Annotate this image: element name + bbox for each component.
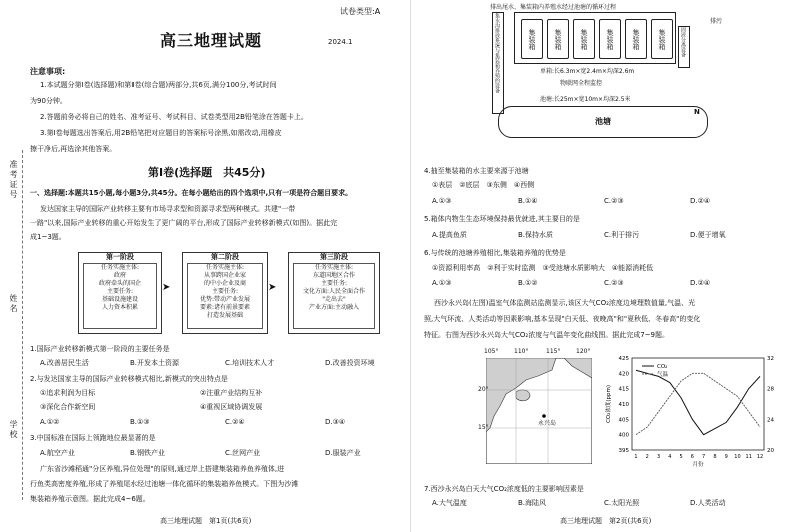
passage-line: 集装箱养殖示意图。据此完成4~6题。 [30,495,150,503]
stage-line: 从事跨国企业家 [203,272,246,279]
q3-opt-d[interactable]: D.服装产业 [325,449,361,457]
stage-line: 产业方面:主动融入 [308,304,360,311]
stage-line: 任务实施主体: [100,264,140,271]
q7-opt-c[interactable]: C.太阳光照 [604,499,640,507]
co2-chart [604,348,790,468]
x-tick-label: 5 [679,454,683,460]
stage-2-head: 第二阶段 [211,253,239,261]
part-title: 第Ⅰ卷(选择题 共45分) [148,166,266,179]
x-tick-label: 12 [756,454,764,460]
series-temp [636,373,760,434]
stage-1-head: 第一阶段 [106,253,134,261]
paper-type: 试卷类型:A [340,7,381,16]
stage-2 [182,252,268,334]
island-label: 永兴岛 [538,420,557,427]
question-5: 5.箱体内物生生态环境保持最优就进,其主要目的是 [424,215,580,223]
stage-line: 政府 [113,272,126,279]
tank-6: 集装箱 [651,19,673,59]
tank-5: 集装箱 [625,19,647,59]
side-label-id: 准考证号 [9,160,18,200]
q7-opt-d[interactable]: D.人类活动 [690,499,726,507]
note-line: 擦干净后,再选涂其他答案。 [30,145,117,153]
question-4: 4.抽至集装箱的水主要来源于池塘 [424,167,529,175]
x-tick-label: 9 [724,454,728,460]
q2-item: ④重视区域协调发展 [200,403,263,411]
question-7: 7.西沙永兴岛白天大气CO₂浓度低的主要影响因素是 [424,485,584,493]
stage-line: 基础设施建设 [101,296,138,303]
q2-item: ②注重产业结构互补 [200,389,263,397]
passage-line: 行鱼类高密度养殖,形成了养殖尾水经过池塘一体化循环的集装箱养鱼模式。下图为沙滩 [30,480,299,488]
stages-figure [58,252,396,334]
q5-opt-b[interactable]: B.保持水质 [518,231,554,239]
right-pipe [678,26,690,68]
q4-opt-a[interactable]: A.①③ [432,197,452,205]
tank-spec: 单箱:长6.3m×宽2.4m×均深2.6m [540,68,635,75]
y2-tick-label: 28 [767,386,774,393]
q2-opt-b[interactable]: B.①③ [130,418,150,426]
stage-3 [288,252,380,334]
legend-temp-label: 气温 [657,372,669,378]
note-line: 为90分钟。 [30,97,67,105]
question-6: 6.与传统的池塘养殖相比,集装箱养殖的优势是 [424,249,566,257]
tank-2: 集装箱 [547,19,569,59]
stage-line: 东道国地区合作 [312,272,355,279]
x-axis-label: 月份 [692,462,704,468]
x-tick-label: 8 [713,454,717,460]
note-line: 3.第Ⅰ卷每题选出答案后,用2B铅笔把对应题目的答案标号涂黑,如需改动,用橡皮 [40,129,282,137]
exam-date: 2024.1 [328,38,353,46]
aquaculture-diagram [480,2,790,150]
page-footer-right: 高三地理试题 第2页(共6页) [560,517,652,525]
lon-tick: 105° [484,348,499,355]
chart-svg [604,348,790,468]
q2-opt-a[interactable]: A.①② [40,418,60,426]
note-line: 2.答题前务必将自己的姓名、准考证号、考试科目、试卷类型用2B铅笔涂在答题卡上。 [40,113,308,121]
q7-opt-a[interactable]: A.大气温度 [432,499,467,507]
diagram-top-label: 排出尾水、集装箱内养殖水经过池塘的循环过程 [490,4,617,11]
south-china-sea-map [478,348,598,468]
right-pipe-label: 固液分离设备 [680,27,686,57]
q6-opt-b[interactable]: B.①② [518,279,538,287]
lon-tick: 110° [514,348,529,355]
lat-tick: 15° [478,424,489,431]
passage-line: 广东省沙滩稻通"分区养殖,异位处理"的原则,通过岸上搭建集装箱养鱼养殖体,进 [40,465,285,473]
q4-items: ①表层 ②底层 ③东侧 ④西侧 [432,181,535,189]
stage-line: "走出去" [322,296,346,303]
q3-opt-b[interactable]: B.钢铁产业 [130,449,166,457]
y-tick-label: 415 [618,386,629,393]
y2-tick-label: 20 [767,448,774,454]
q5-opt-d[interactable]: D.便于增氧 [690,231,726,239]
page-footer-left: 高三地理试题 第1页(共6页) [160,517,252,525]
passage-line: 照,大气环流、人类活动等因素影响,基本呈现"白天低、夜晚高"和"夏秋低、冬春高"的变化 [424,315,701,323]
question-2: 2.与发达国家主导的国际产业转移模式相比,新模式的突出特点是 [30,375,228,383]
question-3: 3.中国标准在国际上领跑地位最显著的是 [30,434,156,442]
left-pipe [492,12,504,114]
page-title: 高三地理试题 [160,31,263,50]
section-intro: 一、选择题:本题共15小题,每小题3分,共45分。在每小题给出的四个选项中,只有一项是符合题目要求。 [30,189,353,197]
stage-line: 的中小企业及商 [203,280,246,287]
x-tick-label: 4 [668,454,672,460]
stage-line: 要素:诸有前景要素 [199,304,251,311]
y-tick-label: 395 [618,448,629,454]
lon-tick: 115° [546,348,561,355]
side-label-school: 学校 [9,420,18,440]
passage-line: 特征。右图为西沙永兴岛大气CO₂浓度与气温年变化曲线图。据此完成7~9题。 [424,331,669,339]
stage-line: 主要任务: [106,288,134,295]
y2-tick-label: 32 [767,356,774,362]
stage-line: 主要任务: [320,280,348,287]
x-tick-label: 2 [645,454,649,460]
stage-3-head: 第三阶段 [320,253,348,261]
pond-label: 池塘 [595,117,611,126]
arrow-icon: ➤ [268,282,277,293]
map-frame [486,358,592,464]
q4-opt-d[interactable]: D.②④ [690,197,711,205]
stage-line: 文化方面:人民全面合作 [302,288,366,295]
lon-tick: 120° [576,348,591,355]
y-axis-label: CO₂浓度(ppm) [606,384,612,424]
x-tick-label: 10 [734,454,741,460]
side-label-name: 姓名 [9,294,18,314]
q2-item: ③深化合作新空间 [40,403,96,411]
y-tick-label: 420 [618,371,629,378]
binding-line [22,150,23,500]
legend-co2-label: CO₂ [657,364,668,370]
tank-1: 集装箱 [521,19,543,59]
stage-line: 政府牵头的国企 [98,280,141,287]
x-tick-label: 7 [702,454,706,460]
q5-opt-c[interactable]: C.利于排污 [604,231,640,239]
note-line: 1.本试题分第Ⅰ卷(选择题)和第Ⅱ卷(综合题)两部分,共6页,满分100分,考试时间 [40,81,277,89]
q1-opt-a[interactable]: A.改善居民生活 [40,359,89,367]
q2-opt-d[interactable]: D.③④ [325,418,346,426]
q2-opt-c[interactable]: C.②④ [225,418,245,426]
q5-opt-a[interactable]: A.提高鱼质 [432,231,467,239]
q1-opt-c[interactable]: C.培训技术人才 [225,359,275,367]
q6-items: ①资源利用率高 ②利于实时监测 ③受池塘水质影响大 ④能源消耗低 [432,264,654,272]
tank-3: 集装箱 [573,19,595,59]
tank-row [514,12,676,64]
page-divider [410,0,411,532]
x-tick-label: 6 [690,454,694,460]
x-tick-label: 11 [745,454,752,460]
monitor-label: 物联网全程监控 [560,80,603,87]
pond-spec: 池塘:长25m×宽10m×均深2.5米 [540,96,631,103]
stage-line: 人力资本积累 [101,304,138,311]
stage-line: 优势:带动产业发展 [199,296,251,303]
question-1: 1.国际产业转移新模式第一阶段的主要任务是 [30,345,170,353]
x-tick-label: 3 [656,454,661,460]
q6-opt-a[interactable]: A.①③ [432,279,452,287]
x-tick-label: 1 [634,454,638,460]
q4-opt-c[interactable]: C.②③ [604,197,624,205]
q6-opt-d[interactable]: D.②④ [690,279,711,287]
q2-item: ①追求利润为目标 [40,389,96,397]
stage-line: 任务实施主体: [205,264,245,271]
q6-opt-c[interactable]: C.②③ [604,279,624,287]
north-arrow-icon: N [694,108,700,116]
notes-heading: 注意事项: [30,67,66,76]
y-tick-label: 410 [618,402,629,408]
y2-tick-label: 24 [767,417,774,424]
chart-frame [632,358,764,450]
stage-1 [78,252,162,334]
y-tick-label: 400 [618,432,629,439]
lat-tick: 20° [478,386,489,393]
y-tick-label: 425 [618,356,629,362]
passage-line: 西沙永兴岛(左图)温室气体监测站监测显示,该区大气CO₂浓度边境理数值量,气温、光 [434,299,696,307]
q3-opt-c[interactable]: C.丝网产业 [225,449,261,457]
stage-line: 打造发展基础 [206,312,243,319]
q1-opt-b[interactable]: B.开发本土资源 [130,359,180,367]
q1-opt-d[interactable]: D.改善投资环境 [325,359,375,367]
q7-opt-b[interactable]: B.海陆风 [518,499,547,507]
q3-opt-a[interactable]: A.航空产业 [40,449,75,457]
left-pipe-label: 集水沟排放系统与集装箱养殖的设备 [494,13,500,93]
passage-line: 发达国家主导的国际产业转移主要有市场寻求型和资源寻求型两种模式。共建"一带 [40,205,296,213]
tank-4: 集装箱 [599,19,621,59]
pond [498,106,708,138]
q4-opt-b[interactable]: B.①④ [518,197,538,205]
passage-line: 一路"以来,国际产业转移的重心开始发生了更广阔的平台,形成了国际产业转移新模式(如图)。据此完 [30,219,338,227]
arrow-icon: ➤ [162,282,171,293]
passage-line: 成1~3题。 [30,233,66,241]
y-tick-label: 405 [618,417,629,424]
stage-line: 任务实施主体: [314,264,354,271]
series-co2 [636,370,760,434]
stage-line: 主要任务: [211,288,239,295]
waste-label: 排污 [710,18,723,25]
